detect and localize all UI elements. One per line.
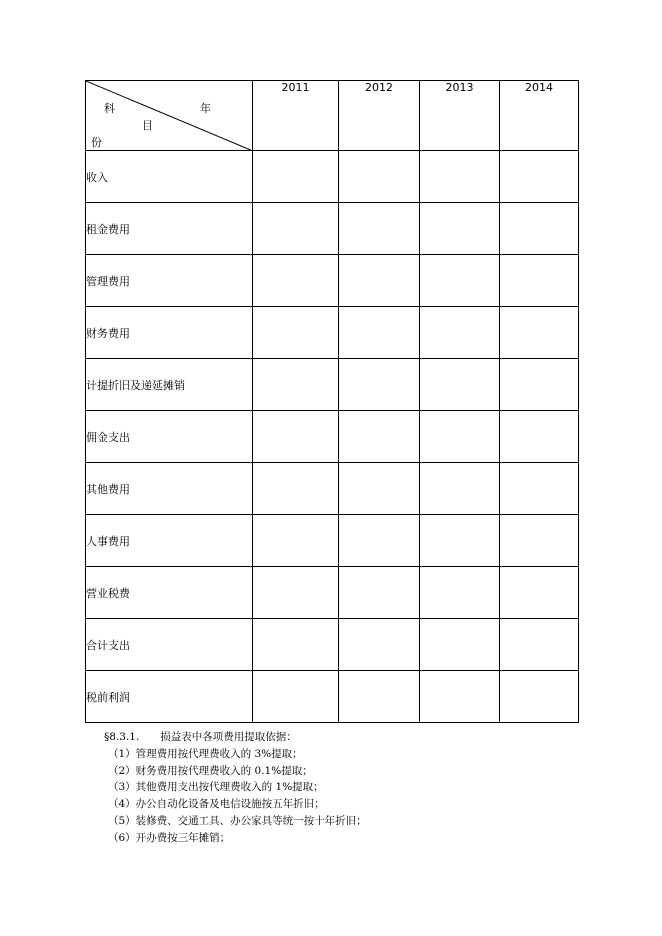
row-label: 其他费用 [86,463,253,515]
table-row [86,203,579,255]
table-cell [339,411,420,463]
table-row [86,515,579,567]
note-item: （5）装修费、交通工具、办公家具等统一按十年折旧； [108,814,367,827]
table-cell [253,567,339,619]
table-cell [500,671,579,723]
table-cell [253,255,339,307]
table-row [86,671,579,723]
table-cell [339,255,420,307]
table-cell [253,671,339,723]
table-row [86,619,579,671]
table-cell [339,359,420,411]
corner-label-subject-1: 科 [104,102,115,115]
expense-basis-notes [104,729,367,847]
table-cell [500,255,579,307]
table-cell [500,307,579,359]
table-cell [339,567,420,619]
table-row [86,255,579,307]
row-label: 佣金支出 [86,411,253,463]
table-cell [420,619,500,671]
table-cell [253,515,339,567]
income-statement-table [85,80,579,723]
table-cell [420,151,500,203]
table-row [86,359,579,411]
table-cell [253,203,339,255]
table-cell [339,307,420,359]
year-header-2014: 2014 [500,81,579,151]
table-cell [500,515,579,567]
table-cell [420,463,500,515]
note-item: （1）管理费用按代理费收入的 3%提取； [108,747,303,760]
year-header-2012: 2012 [339,81,420,151]
table-cell [339,203,420,255]
table-cell [500,203,579,255]
table-cell [339,619,420,671]
table-cell [500,463,579,515]
table-cell [500,411,579,463]
corner-label-year-2: 份 [91,136,102,149]
row-label: 收入 [86,151,253,203]
table-cell [420,203,500,255]
note-item: （4）办公自动化设备及电信设施按五年折旧； [108,798,325,811]
row-label: 财务费用 [86,307,253,359]
table-row [86,307,579,359]
table-cell [253,463,339,515]
table-cell [500,151,579,203]
table-row [86,567,579,619]
row-label: 人事费用 [86,515,253,567]
table-cell [420,255,500,307]
table-cell [500,359,579,411]
year-header-2011: 2011 [253,81,339,151]
note-item: （6）开办费按三年摊销； [108,831,231,844]
table-cell [253,307,339,359]
table-cell [339,463,420,515]
note-item: （2）财务费用按代理费收入的 0.1%提取； [108,764,313,777]
table-cell [500,619,579,671]
table-cell [420,411,500,463]
table-row [86,463,579,515]
table-cell [420,567,500,619]
table-cell [420,671,500,723]
table-cell [253,619,339,671]
table-row [86,151,579,203]
table-row [86,411,579,463]
table-cell [420,359,500,411]
table-cell [500,567,579,619]
table-header-row [86,81,579,151]
corner-label-year-1: 年 [200,102,211,115]
year-header-2013: 2013 [420,81,500,151]
row-label: 合计支出 [86,619,253,671]
row-label: 计提折旧及递延摊销 [86,359,253,411]
table-cell [253,411,339,463]
row-label: 营业税费 [86,567,253,619]
table-cell [339,151,420,203]
table-cell [253,151,339,203]
table-cell [339,515,420,567]
table-cell [420,307,500,359]
row-label: 管理费用 [86,255,253,307]
table-cell [420,515,500,567]
row-label: 租金费用 [86,203,253,255]
row-label: 税前利润 [86,671,253,723]
table-cell [339,671,420,723]
note-item: （3）其他费用支出按代理费收入的 1%提取； [108,781,324,794]
diagonal-header-cell [86,81,253,151]
notes-heading: §8.3.1. 损益表中各项费用提取依据： [104,731,297,743]
table-cell [253,359,339,411]
corner-label-subject-2: 目 [142,119,153,132]
